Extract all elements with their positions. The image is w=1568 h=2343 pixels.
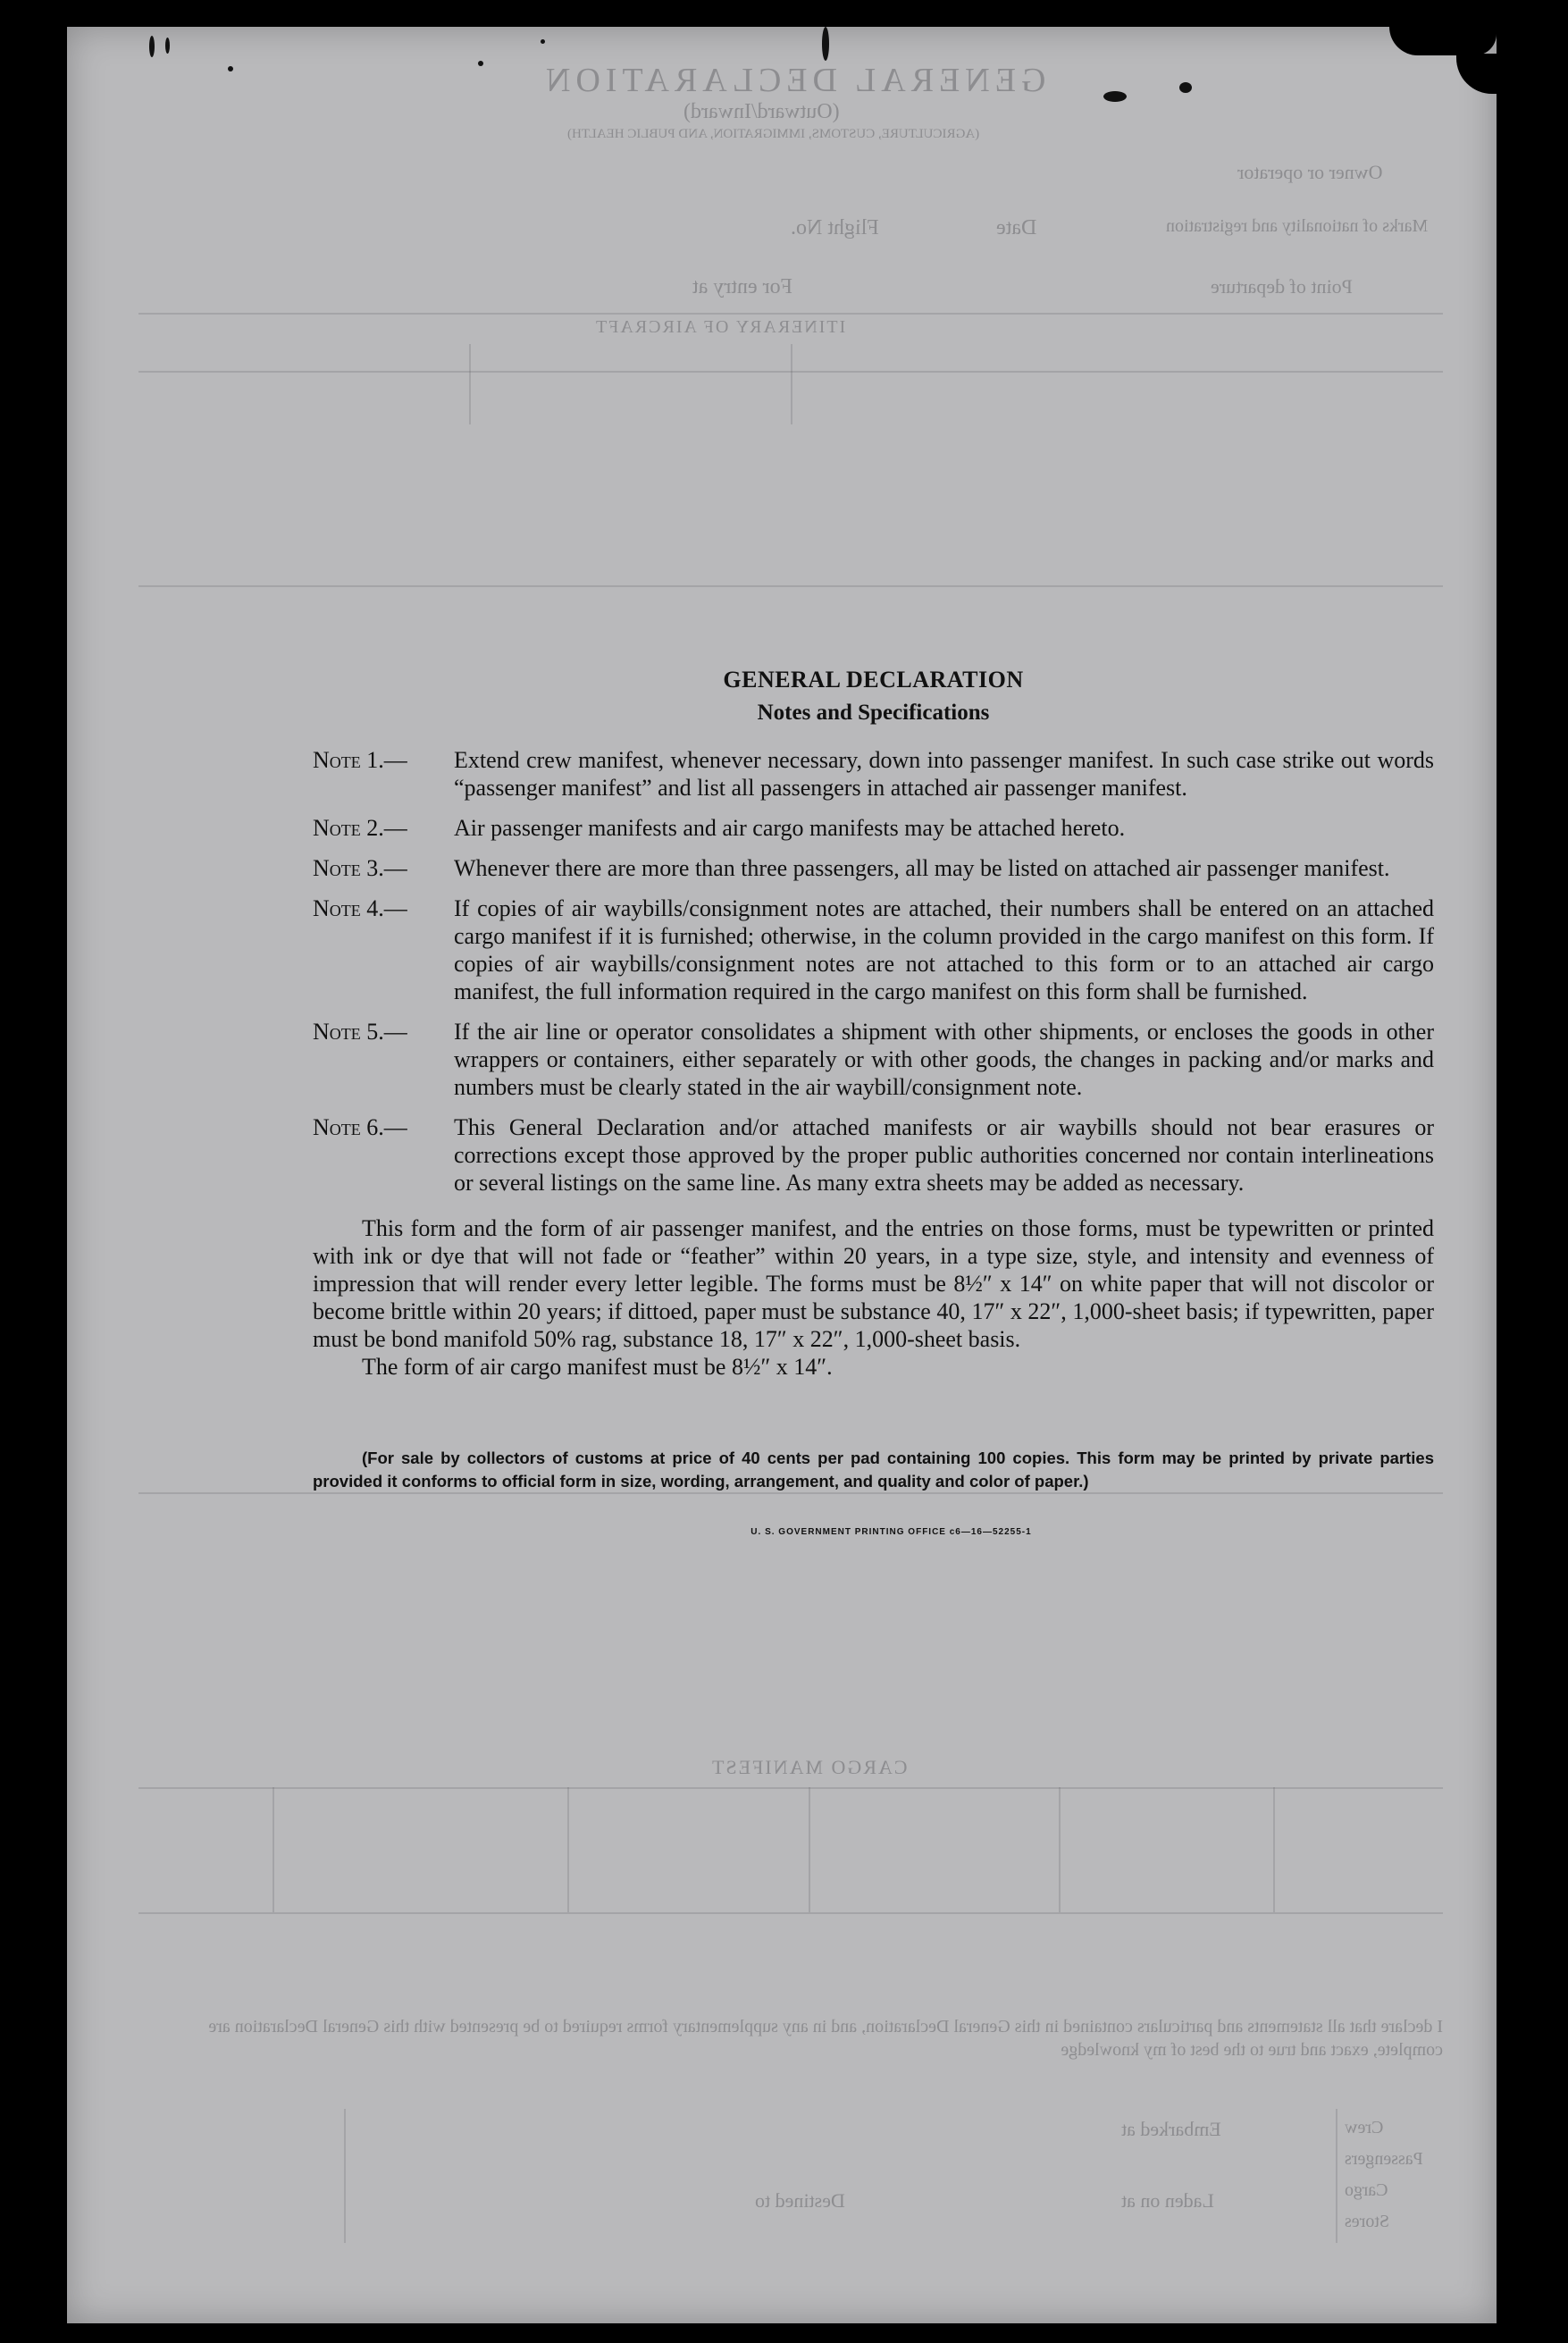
torn-edge [1456, 54, 1497, 94]
bleed-through-rule [138, 1912, 1443, 1914]
bleed-through-departure: Point of departure [1211, 275, 1353, 298]
bleed-through-rule [1336, 2109, 1337, 2243]
bleed-through-rule [273, 1787, 274, 1912]
note-text: Extend crew manifest, whenever necessary, down into passenger manifest. In such case strike out words “passenger manifest” and list all passengers in attached air passenger manifest. [454, 747, 1434, 801]
bleed-through-rule [138, 313, 1443, 315]
ink-speck [165, 38, 170, 54]
torn-edge [1389, 27, 1497, 55]
note-text: If the air line or operator consolidates a shipment with other shipments, or encloses the goods in other wrappers or containers, either separately or with other goods, the changes in packing and/or marks and numbers must be clearly stated in the air waybill/consignment note. [454, 1019, 1434, 1100]
note-item [313, 1113, 1434, 1197]
ink-speck [1103, 91, 1127, 102]
bleed-through-declaration: I declare that all statements and particulars contained in this General Declaration, and in any supplementary forms required to be presented with this General Declaration are complete, exact and true to the best of my knowledge [208, 2017, 1443, 2060]
note-label: Note 2.— [313, 815, 407, 841]
note-text: This General Declaration and/or attached manifests or air waybills should not bear erasures or corrections except those approved by the proper public authorities concerned nor contain interlineations or several listings on the same line. As many extra sheets may be added as necessary. [454, 1114, 1434, 1196]
note-label: Note 6.— [313, 1114, 407, 1140]
bleed-through-itinerary: ITINERARY OF AIRCRAFT [594, 317, 846, 337]
notes-content [313, 666, 1434, 1546]
bleed-through-date: Date [996, 216, 1037, 239]
bleed-through-owner: Owner or operator [1237, 161, 1383, 183]
ink-speck [228, 66, 233, 71]
bleed-through-rule [791, 344, 792, 424]
note-text: Whenever there are more than three passengers, all may be listed on attached air passenger manifest. [454, 855, 1390, 881]
ink-speck [149, 36, 155, 57]
note-label: Note 4.— [313, 895, 407, 921]
bleed-through-passengers: Passengers [1345, 2149, 1423, 2169]
bleed-through-rule [1273, 1787, 1275, 1912]
form-specification-paragraph: This form and the form of air passenger manifest, and the entries on those forms, must be typewritten or printed with ink or dye that will not fade or “feather” within 20 years, in a type size, style, and intensity and evenness of impression that will render every letter legible. The forms must be 8½″ x 14″ on white paper that will not discolor or become brittle within 20 years; if dittoed, paper must be substance 40, 17″ x 22″, 1,000-sheet basis; if typewritten, paper must be bond manifold 50% rag, substance 18, 17″ x 22″, 1,000-sheet basis. [313, 1215, 1434, 1352]
bleed-through-stores: Stores [1345, 2212, 1389, 2231]
notes-list [313, 746, 1434, 1197]
note-label: Note 3.— [313, 855, 407, 881]
note-label: Note 5.— [313, 1019, 407, 1045]
note-label: Note 1.— [313, 747, 407, 773]
page-subtitle: Notes and Specifications [757, 701, 990, 725]
note-item [313, 1018, 1434, 1101]
sale-notice: (For sale by collectors of customs at price of 40 cents per pad containing 100 copies. This form may be printed by private parties provided it conforms to official form in size, wording, arrangement, and quality and color of paper.) [313, 1449, 1434, 1491]
document-page [67, 27, 1497, 2323]
ink-speck [822, 27, 829, 61]
bleed-through-rule [1059, 1787, 1061, 1912]
ink-speck [478, 61, 483, 66]
bleed-through-embarked: Embarked at [1121, 2118, 1221, 2140]
bleed-through-cargo-manifest: CARGO MANIFEST [710, 1756, 908, 1778]
bleed-through-rule [344, 2109, 346, 2243]
bleed-through-flight: Flight No. [791, 216, 879, 239]
note-text: Air passenger manifests and air cargo manifests may be attached hereto. [454, 815, 1126, 841]
note-item [313, 854, 1434, 882]
bleed-through-rule [567, 1787, 569, 1912]
note-item [313, 814, 1434, 842]
note-item [313, 894, 1434, 1005]
bleed-through-agency: (AGRICULTURE, CUSTOMS, IMMIGRATION, AND PUBLIC HEALTH) [567, 127, 980, 141]
bleed-through-entry: For entry at [692, 275, 792, 298]
bleed-through-crew: Crew [1345, 2118, 1384, 2137]
ink-speck [541, 39, 545, 44]
note-item [313, 746, 1434, 802]
printer-imprint: U. S. GOVERNMENT PRINTING OFFICE c6—16—52255-1 [750, 1527, 1032, 1537]
bleed-through-rule [138, 1787, 1443, 1789]
bleed-through-rule [469, 344, 471, 424]
note-text: If copies of air waybills/consignment notes are attached, their numbers shall be entered on an attached cargo manifest if it is furnished; otherwise, in the column provided in the cargo manifest on this form. If copies of air waybills/consignment notes are not attached to this form or to an attached air cargo manifest, the full information required in the cargo manifest on this form shall be furnished. [454, 895, 1434, 1004]
bleed-through-marks: Marks of nationality and registration [1166, 216, 1429, 236]
page-title: GENERAL DECLARATION [723, 667, 1024, 693]
bleed-through-laden: Laden on at [1121, 2189, 1214, 2212]
bleed-through-rule [809, 1787, 810, 1912]
bleed-through-title: GENERAL DECLARATION [541, 62, 1046, 99]
cargo-manifest-specification: The form of air cargo manifest must be 8½″ x 14″. [362, 1354, 833, 1380]
bleed-through-subtitle: (Outward/Inward) [683, 100, 840, 123]
bleed-through-destined: Destined to [755, 2189, 845, 2212]
ink-speck [1179, 82, 1192, 93]
bleed-through-rule [138, 585, 1443, 587]
bleed-through-cargo: Cargo [1345, 2180, 1388, 2200]
